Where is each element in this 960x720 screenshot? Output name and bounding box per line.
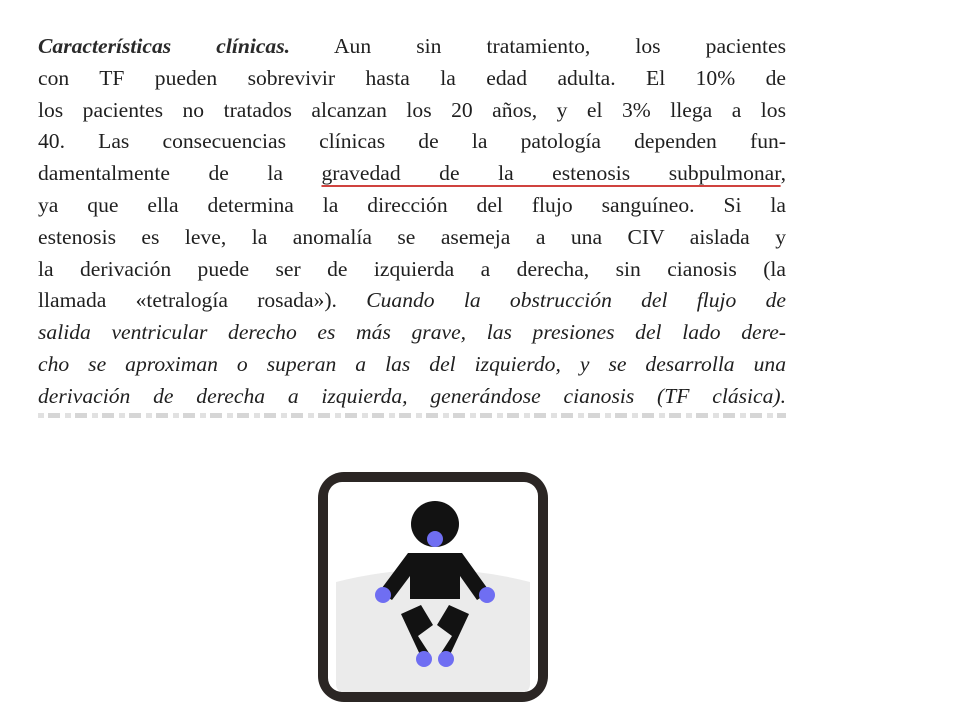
text-segment: damentalmente de la [38, 161, 322, 186]
paragraph-line [38, 190, 786, 222]
text-segment: Aun sin tratamiento, los pacientes [290, 34, 787, 58]
paragraph-line [38, 222, 786, 254]
text-segment: estenosis es leve, la anomalía se asemeja a una CIV aislada y [38, 224, 786, 249]
text-segment: derivación de derecha a izquierda, generándose cianosis (TF clásica). [38, 383, 786, 408]
article-paragraph [38, 31, 786, 413]
baby-changing-icon [315, 469, 551, 705]
paragraph-line [38, 63, 786, 95]
text-segment: 40. Las consecuencias clínicas de la patología dependen fun- [38, 129, 786, 154]
text-segment: Cuando la obstrucción del flujo de [366, 288, 786, 313]
baby-right-hand-dot [479, 587, 495, 603]
paragraph-lines [38, 31, 786, 413]
cut-off-next-line [38, 413, 786, 418]
text-segment: cho se aproximan o superan a las del izquierdo, y se desarrolla una [38, 351, 786, 376]
text-segment: la derivación puede ser de izquierda a derecha, sin cianosis (la [38, 256, 786, 281]
text-segment: ya que ella determina la dirección del flujo sanguíneo. Si la [38, 192, 786, 217]
baby-chin-dot [427, 531, 443, 547]
paragraph-line [38, 285, 786, 317]
paragraph-line [38, 317, 786, 349]
baby-changing-svg [315, 469, 551, 705]
text-segment: , [780, 161, 786, 186]
paragraph-line [38, 381, 786, 413]
section-heading: Características clínicas. [38, 34, 291, 58]
text-segment: salida ventricular derecho es más grave, las presiones del lado dere- [38, 320, 786, 345]
underlined-phrase: gravedad de la estenosis subpulmonar [321, 161, 781, 186]
baby-left-hand-dot [375, 587, 391, 603]
text-segment: los pacientes no tratados alcanzan los 20 años, y el 3% llega a los [38, 97, 786, 122]
paragraph-line [38, 254, 786, 286]
text-segment: con TF pueden sobrevivir hasta la edad adulta. El 10% de [38, 65, 786, 90]
paragraph-line [38, 31, 786, 63]
baby-right-foot-dot [438, 651, 454, 667]
baby-left-foot-dot [416, 651, 432, 667]
text-segment: llamada «tetralogía rosada»). [38, 288, 367, 313]
paragraph-line [38, 158, 786, 190]
paragraph-line [38, 349, 786, 381]
paragraph-line [38, 95, 786, 127]
paragraph-line [38, 126, 786, 158]
